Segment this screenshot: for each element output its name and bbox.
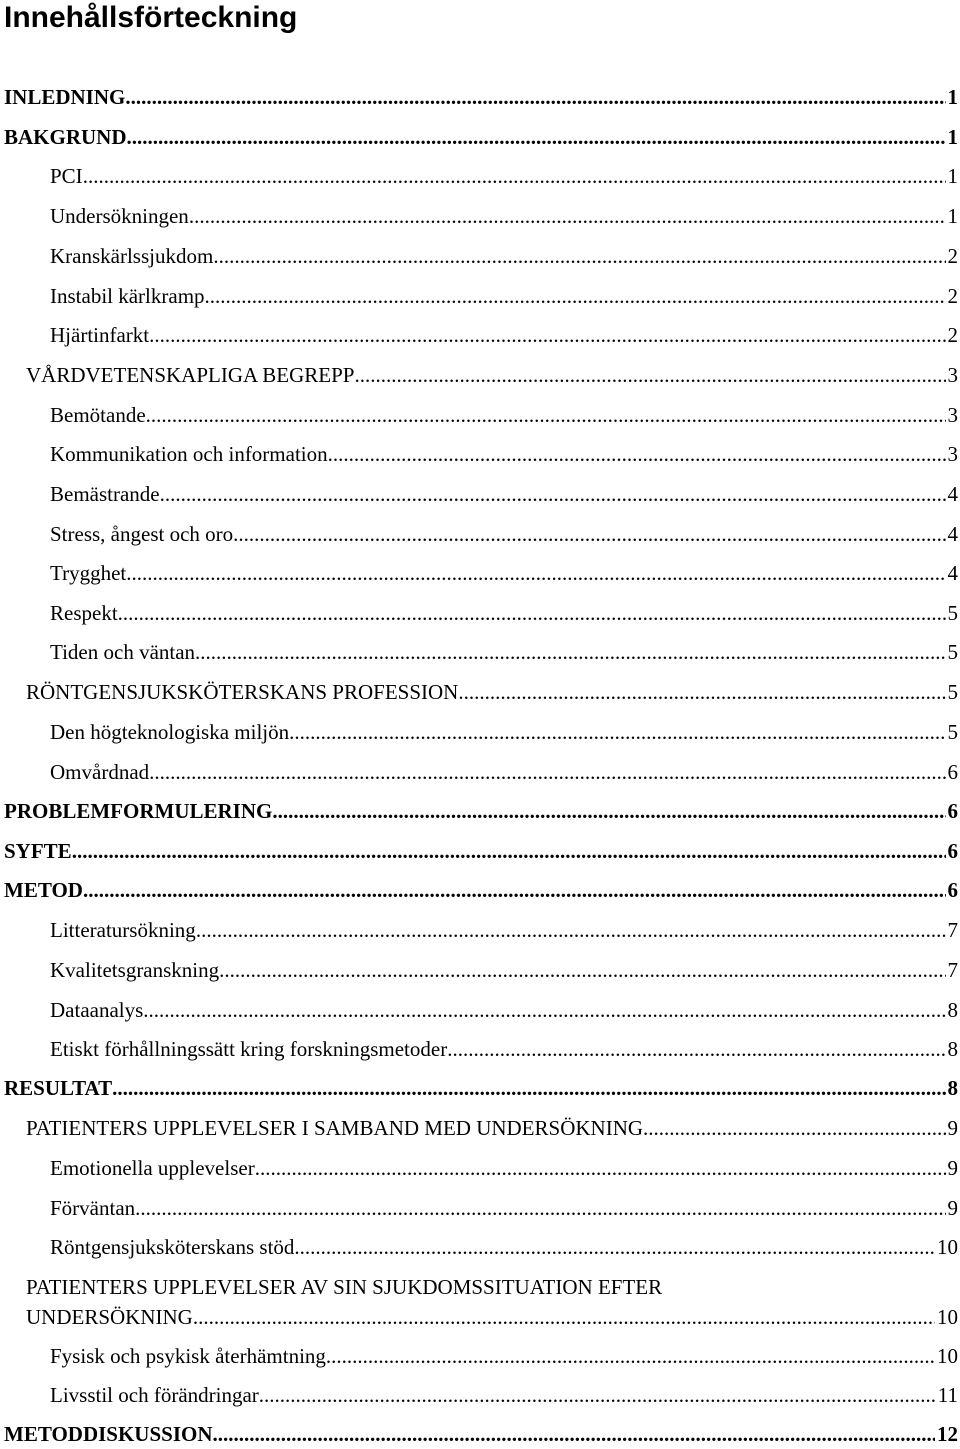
toc-entry-label: PATIENTERS UPPLEVELSER AV SIN SJUKDOMSSITUATION EFTER	[26, 1272, 960, 1302]
dot-leader	[149, 320, 945, 350]
toc-entry-label: Bemästrande	[50, 479, 160, 509]
toc-entry[interactable]	[50, 400, 960, 430]
toc-entry-label: SYFTE	[4, 836, 72, 866]
toc-entry-label: BAKGRUND	[4, 122, 127, 152]
dot-leader	[213, 1419, 935, 1449]
dot-leader	[205, 281, 946, 311]
toc-entry[interactable]	[4, 875, 960, 905]
toc-entry-page: 8	[946, 1034, 960, 1064]
dot-leader	[447, 1034, 945, 1064]
toc-entry-label: Trygghet	[50, 558, 126, 588]
toc-entry-label: Omvårdnad	[50, 757, 149, 787]
toc-entry-page: 3	[946, 360, 960, 390]
toc-entry-page: 9	[946, 1153, 960, 1183]
toc-entry-label: PCI	[50, 161, 83, 191]
toc-entry-label: Respekt	[50, 598, 118, 628]
toc-entry-label: Förväntan	[50, 1193, 135, 1223]
toc-entry-page: 5	[946, 598, 960, 628]
toc-entry-label: Instabil kärlkramp	[50, 281, 205, 311]
toc-entry-page: 1	[946, 201, 960, 231]
toc-entry[interactable]	[50, 637, 960, 667]
dot-leader	[255, 1153, 946, 1183]
toc-entry-page: 8	[946, 1073, 960, 1103]
toc-entry-page: 8	[946, 995, 960, 1025]
toc-entry-page: 3	[946, 400, 960, 430]
toc-entry-label: PATIENTERS UPPLEVELSER I SAMBAND MED UNDERSÖKNING	[26, 1113, 643, 1143]
dot-leader	[219, 955, 945, 985]
toc-entry-page: 6	[946, 796, 960, 826]
dot-leader	[328, 439, 946, 469]
toc-entry-page: 10	[935, 1302, 960, 1332]
dot-leader	[272, 796, 945, 826]
toc-entry[interactable]	[50, 241, 960, 271]
toc-entry-page: 10	[935, 1232, 960, 1262]
dot-leader	[326, 1341, 935, 1371]
dot-leader	[83, 161, 946, 191]
dot-leader	[143, 995, 945, 1025]
dot-leader	[189, 201, 946, 231]
toc-entry-label: Hjärtinfarkt	[50, 320, 149, 350]
toc-entry-label: Kommunikation och information	[50, 439, 328, 469]
toc-entry-label: Kvalitetsgranskning	[50, 955, 219, 985]
dot-leader	[160, 479, 946, 509]
toc-entry-page: 7	[946, 955, 960, 985]
toc-entry[interactable]	[50, 717, 960, 747]
toc-entry[interactable]	[50, 1193, 960, 1223]
toc-entry[interactable]	[4, 836, 960, 866]
dot-leader	[146, 400, 946, 430]
toc-entry[interactable]	[50, 915, 960, 945]
dot-leader	[126, 558, 945, 588]
toc-entry-page: 9	[946, 1113, 960, 1143]
toc-entry[interactable]	[50, 201, 960, 231]
dot-leader	[118, 598, 946, 628]
toc-entry-label: Kranskärlssjukdom	[50, 241, 213, 271]
toc-entry[interactable]	[50, 519, 960, 549]
dot-leader	[294, 1232, 935, 1262]
toc-entry[interactable]	[26, 1272, 960, 1332]
dot-leader	[193, 1302, 935, 1332]
toc-entry-page: 11	[936, 1380, 960, 1410]
dot-leader	[643, 1113, 945, 1143]
toc-entry-page: 3	[946, 439, 960, 469]
toc-entry[interactable]	[50, 1232, 960, 1262]
toc-entry[interactable]	[50, 320, 960, 350]
toc-entry-label: Tiden och väntan	[50, 637, 195, 667]
toc-entry[interactable]	[50, 1380, 960, 1410]
toc-entry[interactable]	[4, 122, 960, 152]
toc-entry[interactable]	[26, 677, 960, 707]
toc-entry[interactable]	[50, 281, 960, 311]
dot-leader	[195, 637, 945, 667]
toc-entry-label: Bemötande	[50, 400, 146, 430]
toc-entry[interactable]	[50, 439, 960, 469]
dot-leader	[83, 875, 946, 905]
toc-entry-label-continued: UNDERSÖKNING	[26, 1302, 193, 1332]
dot-leader	[259, 1380, 936, 1410]
toc-entry-page: 9	[946, 1193, 960, 1223]
toc-entry-page: 6	[946, 875, 960, 905]
dot-leader	[149, 757, 945, 787]
toc-entry-page: 5	[946, 637, 960, 667]
toc-entry[interactable]	[50, 757, 960, 787]
toc-entry-label: Undersökningen	[50, 201, 189, 231]
dot-leader	[135, 1193, 945, 1223]
toc-entry-label: Röntgensjuksköterskans stöd	[50, 1232, 294, 1262]
toc-entry-page: 12	[935, 1419, 960, 1449]
toc-entry-label: Livsstil och förändringar	[50, 1380, 259, 1410]
dot-leader	[354, 360, 945, 390]
toc-entry-label: PROBLEMFORMULERING	[4, 796, 272, 826]
dot-leader	[233, 519, 945, 549]
toc-entry[interactable]	[50, 161, 960, 191]
toc-entry-label: Stress, ångest och oro	[50, 519, 233, 549]
toc-entry-label: Den högteknologiska miljön	[50, 717, 289, 747]
toc-entry[interactable]	[26, 360, 960, 390]
dot-leader	[196, 915, 946, 945]
toc-entry[interactable]	[4, 1073, 960, 1103]
toc-entry-page: 1	[946, 122, 960, 152]
toc-entry[interactable]	[50, 1153, 960, 1183]
dot-leader	[458, 677, 945, 707]
toc-entry-page: 2	[946, 241, 960, 271]
toc-entry-page: 2	[946, 281, 960, 311]
toc-entry-page: 4	[946, 479, 960, 509]
toc-entry-label: Fysisk och psykisk återhämtning	[50, 1341, 326, 1371]
toc-entry-label: Etiskt förhållningssätt kring forskningsmetoder	[50, 1034, 447, 1064]
toc-entry-page: 6	[946, 757, 960, 787]
toc-entry-label: Emotionella upplevelser	[50, 1153, 255, 1183]
dot-leader	[112, 1073, 945, 1103]
toc-entry-page: 7	[946, 915, 960, 945]
toc-entry[interactable]	[50, 995, 960, 1025]
toc-entry-page: 1	[946, 82, 960, 112]
toc-entry-page: 1	[946, 161, 960, 191]
dot-leader	[289, 717, 945, 747]
toc-entry[interactable]	[26, 1113, 960, 1143]
toc-entry-page: 2	[946, 320, 960, 350]
toc-entry-page: 5	[946, 717, 960, 747]
toc-entry-label: Litteratursökning	[50, 915, 196, 945]
dot-leader	[213, 241, 945, 271]
toc-entry[interactable]	[50, 479, 960, 509]
toc-entry[interactable]	[50, 598, 960, 628]
toc-entry-label: Dataanalys	[50, 995, 143, 1025]
page-title: Innehållsförteckning	[4, 0, 297, 36]
toc-entry-page: 6	[946, 836, 960, 866]
toc-entry-label: METOD	[4, 875, 83, 905]
toc-entry[interactable]	[4, 796, 960, 826]
toc-entry[interactable]	[4, 82, 960, 112]
toc-entry-page: 10	[935, 1341, 960, 1371]
toc-entry-label: METODDISKUSSION	[4, 1419, 213, 1449]
toc-entry-label: INLEDNING	[4, 82, 125, 112]
toc-entry-page: 4	[946, 558, 960, 588]
toc-entry-page: 5	[946, 677, 960, 707]
toc-entry-label: RESULTAT	[4, 1073, 112, 1103]
toc-entry[interactable]	[50, 955, 960, 985]
toc-entry-label: VÅRDVETENSKAPLIGA BEGREPP	[26, 360, 354, 390]
toc-entry-label: RÖNTGENSJUKSKÖTERSKANS PROFESSION	[26, 677, 458, 707]
dot-leader	[72, 836, 946, 866]
toc-entry-page: 4	[946, 519, 960, 549]
toc-entry[interactable]	[50, 1034, 960, 1064]
toc-entry[interactable]	[4, 1419, 960, 1449]
toc-entry[interactable]	[50, 1341, 960, 1371]
dot-leader	[127, 122, 946, 152]
dot-leader	[125, 82, 945, 112]
toc-entry[interactable]	[50, 558, 960, 588]
